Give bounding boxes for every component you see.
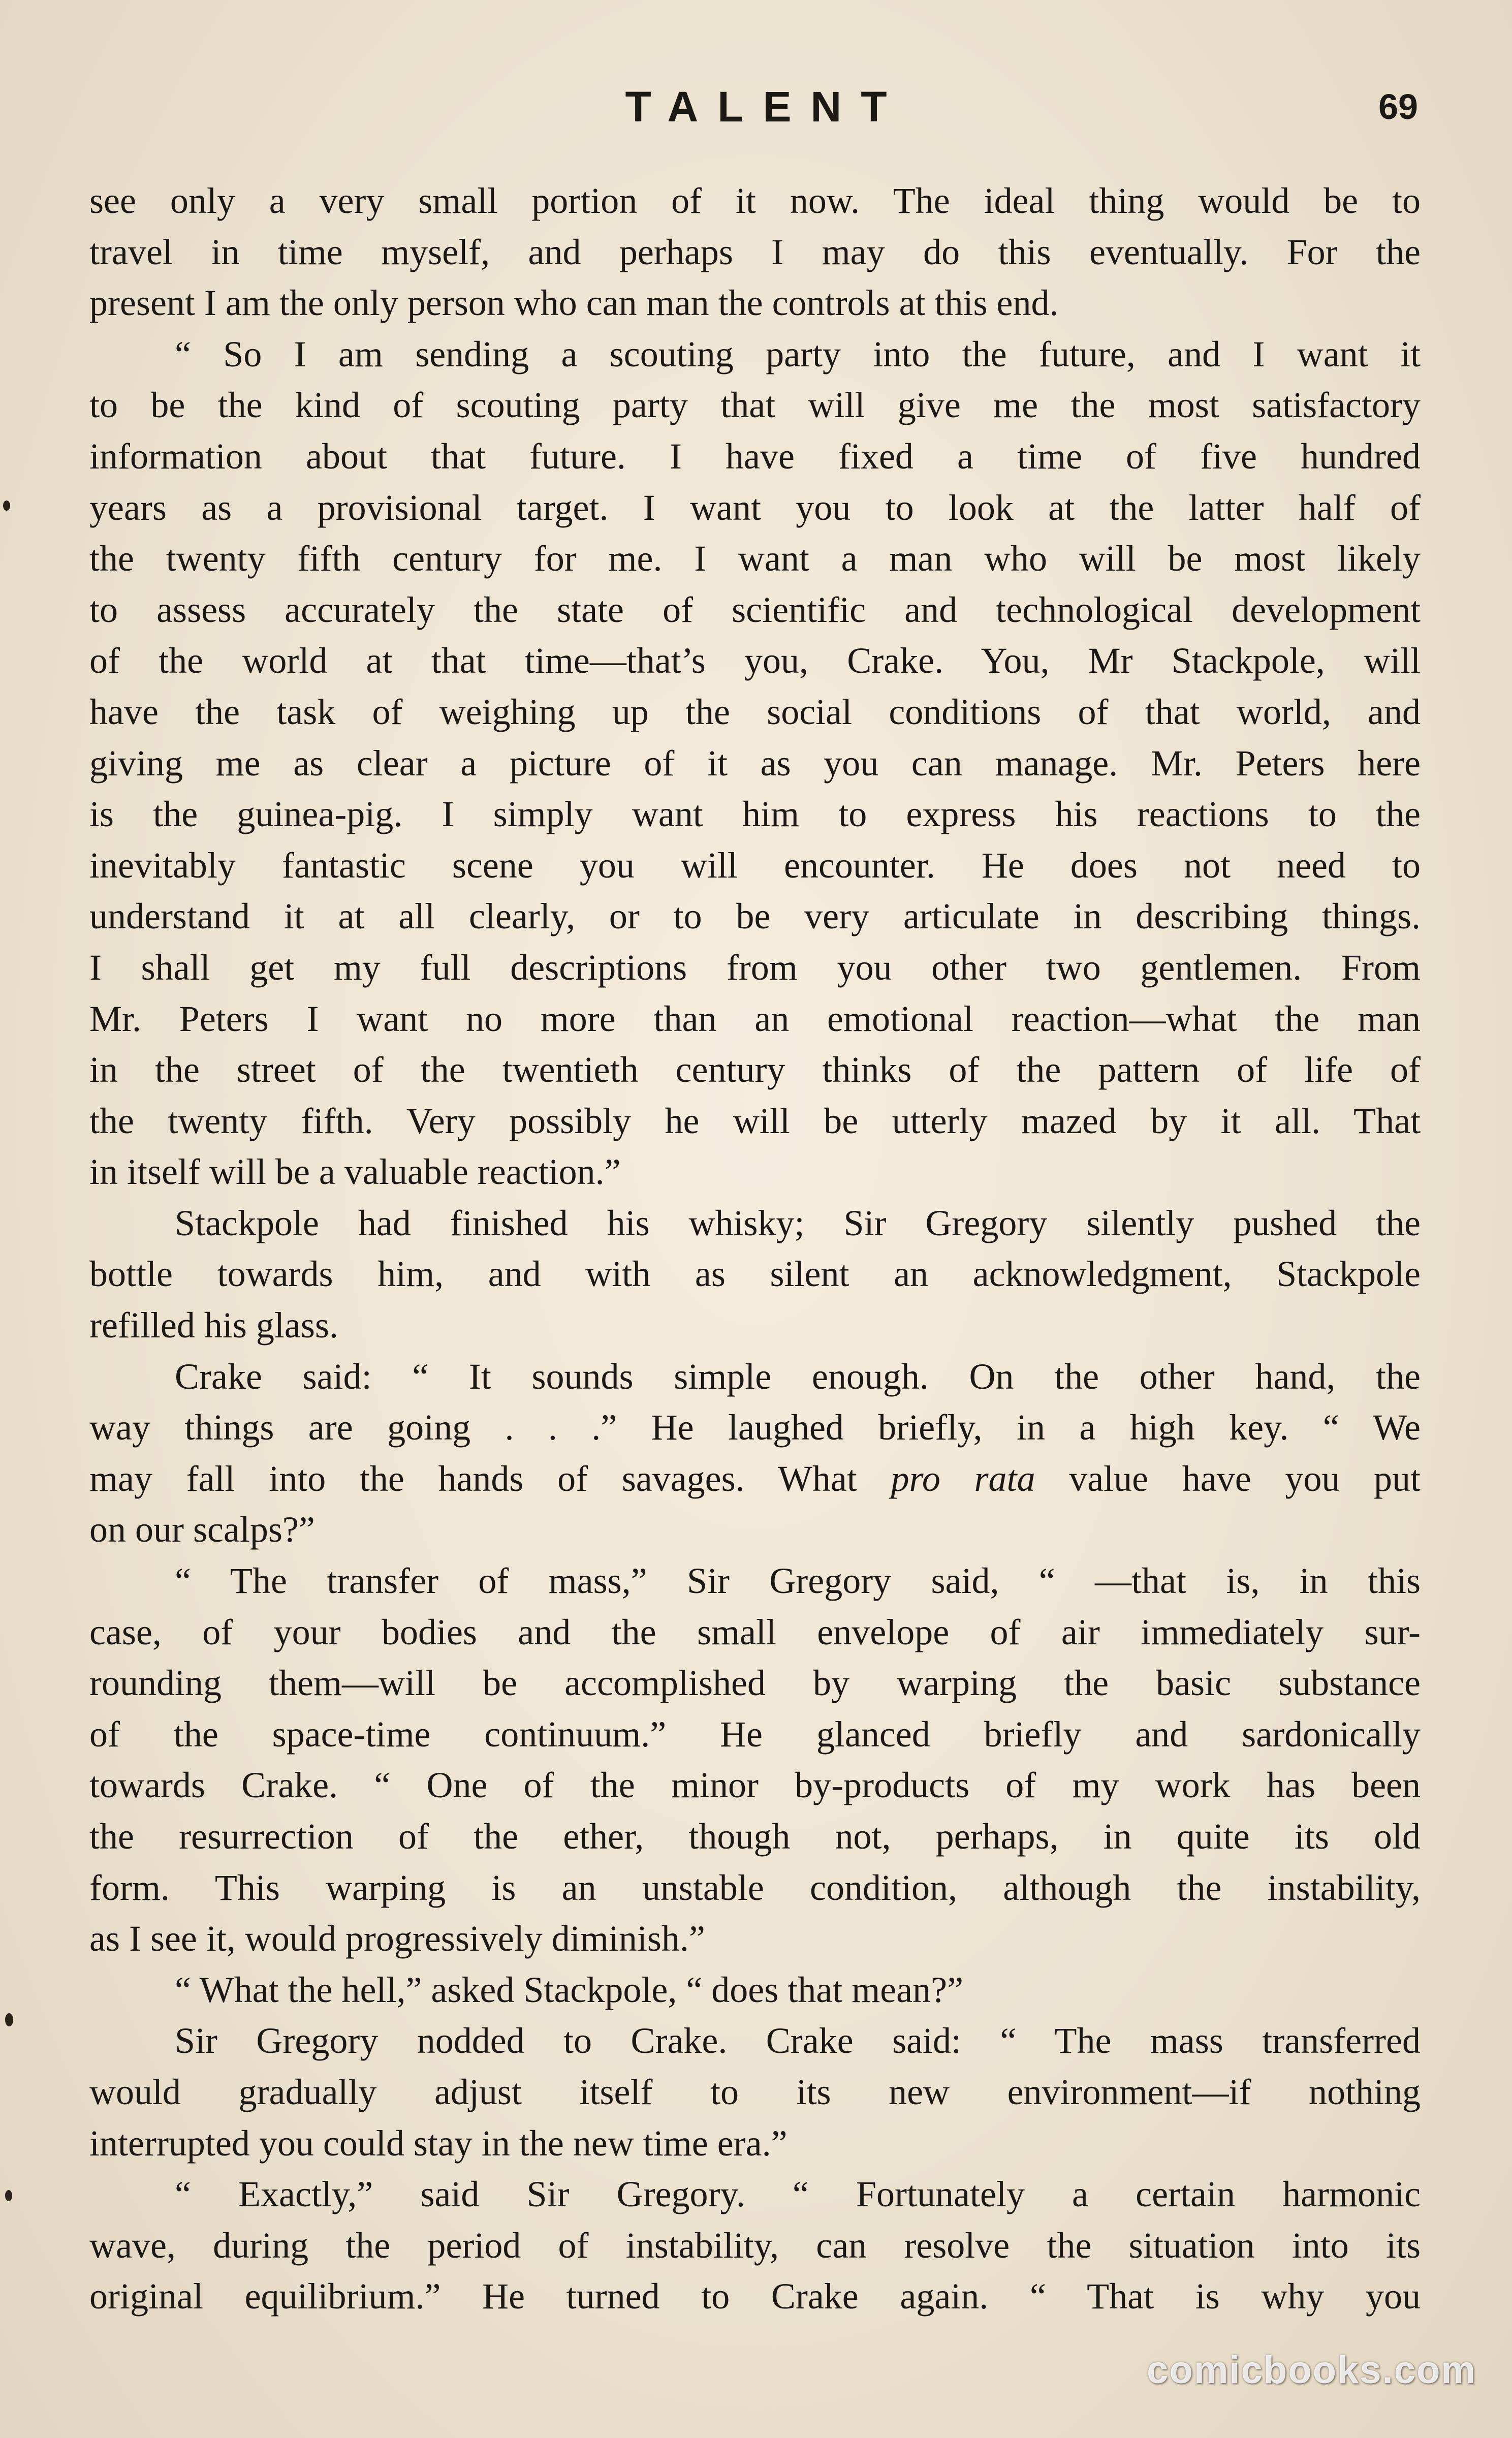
- italic-phrase: pro rata: [891, 1458, 1035, 1499]
- text-line: “ The transfer of mass,” Sir Gregory said, “ —that is, in this: [175, 1560, 1421, 1602]
- text-line: information about that future. I have fixed a time of five hundred: [89, 435, 1421, 477]
- text-line: “ Exactly,” said Sir Gregory. “ Fortunately a certain harmonic: [175, 2174, 1421, 2215]
- text-line: wave, during the period of instability, can resolve the situation into its: [89, 2225, 1421, 2266]
- text-line: may fall into the hands of savages. What pro rata value have you put: [89, 1458, 1421, 1499]
- text-line: on our scalps?”: [89, 1509, 315, 1550]
- text-line: in the street of the twentieth century thinks of the pattern of life of: [89, 1049, 1421, 1090]
- text-line: Sir Gregory nodded to Crake. Crake said: “ The mass transferred: [175, 2020, 1421, 2061]
- text-line: travel in time myself, and perhaps I may do this eventually. For the: [89, 231, 1421, 272]
- page-header: [0, 76, 1512, 137]
- text-line: is the guinea-pig. I simply want him to express his reactions to the: [89, 794, 1421, 835]
- page-number: 69: [1378, 87, 1418, 127]
- text-line: understand it at all clearly, or to be very articulate in describing things.: [89, 896, 1421, 937]
- text-line: form. This warping is an unstable condition, although the instability,: [89, 1867, 1421, 1908]
- text-line: of the world at that time—that’s you, Crake. You, Mr Stackpole, will: [89, 640, 1421, 681]
- text-line: I shall get my full descriptions from you other two gentlemen. From: [89, 947, 1421, 988]
- print-speck: [5, 2190, 12, 2201]
- text-line: case, of your bodies and the small envelope of air immediately sur-: [89, 1611, 1421, 1652]
- text-line: giving me as clear a picture of it as you can manage. Mr. Peters here: [89, 742, 1421, 784]
- text-line: inevitably fantastic scene you will encounter. He does not need to: [89, 845, 1421, 886]
- text-line: the resurrection of the ether, though not, perhaps, in quite its old: [89, 1816, 1421, 1857]
- text-line: in itself will be a valuable reaction.”: [89, 1151, 621, 1193]
- text-line: of the space-time continuum.” He glanced briefly and sardonically: [89, 1713, 1421, 1755]
- watermark-logo: comicbooks.com: [1147, 2349, 1476, 2392]
- text-line: “ So I am sending a scouting party into the future, and I want it: [175, 333, 1421, 374]
- text-line: to be the kind of scouting party that will give me the most satisfactory: [89, 385, 1421, 426]
- text-line: the twenty fifth. Very possibly he will be utterly mazed by it all. That: [89, 1100, 1421, 1141]
- text-line: Mr. Peters I want no more than an emotional reaction—what the man: [89, 998, 1421, 1039]
- text-line: as I see it, would progressively diminish.”: [89, 1918, 705, 1959]
- text-line: towards Crake. “ One of the minor by-products of my work has been: [89, 1765, 1421, 1806]
- text-line: Crake said: “ It sounds simple enough. On the other hand, the: [175, 1356, 1421, 1397]
- body-text: [89, 175, 1421, 2322]
- print-speck: [5, 2013, 13, 2026]
- text-line: “ What the hell,” asked Stackpole, “ does that mean?”: [175, 1969, 964, 2010]
- text-line: Stackpole had finished his whisky; Sir Gregory silently pushed the: [175, 1202, 1421, 1243]
- text-line: see only a very small portion of it now. The ideal thing would be to: [89, 180, 1421, 221]
- running-title: TALENT: [625, 83, 906, 131]
- text-line: way things are going . . .” He laughed briefly, in a high key. “ We: [89, 1407, 1421, 1448]
- text-line: refilled his glass.: [89, 1305, 338, 1346]
- text-line: to assess accurately the state of scientific and technological development: [89, 589, 1421, 630]
- text-line: rounding them—will be accomplished by warping the basic substance: [89, 1663, 1421, 1704]
- text-line: the twenty fifth century for me. I want a man who will be most likely: [89, 538, 1421, 579]
- text-line: present I am the only person who can man the controls at this end.: [89, 283, 1059, 324]
- text-line: would gradually adjust itself to its new environment—if nothing: [89, 2071, 1421, 2112]
- text-line: interrupted you could stay in the new time era.”: [89, 2122, 788, 2164]
- text-line: bottle towards him, and with as silent an acknowledgment, Stackpole: [89, 1254, 1421, 1295]
- print-speck: [3, 501, 10, 511]
- text-line: years as a provisional target. I want you to look at the latter half of: [89, 487, 1421, 528]
- text-line: have the task of weighing up the social conditions of that world, and: [89, 691, 1421, 732]
- text-line: original equilibrium.” He turned to Crake again. “ That is why you: [89, 2276, 1421, 2317]
